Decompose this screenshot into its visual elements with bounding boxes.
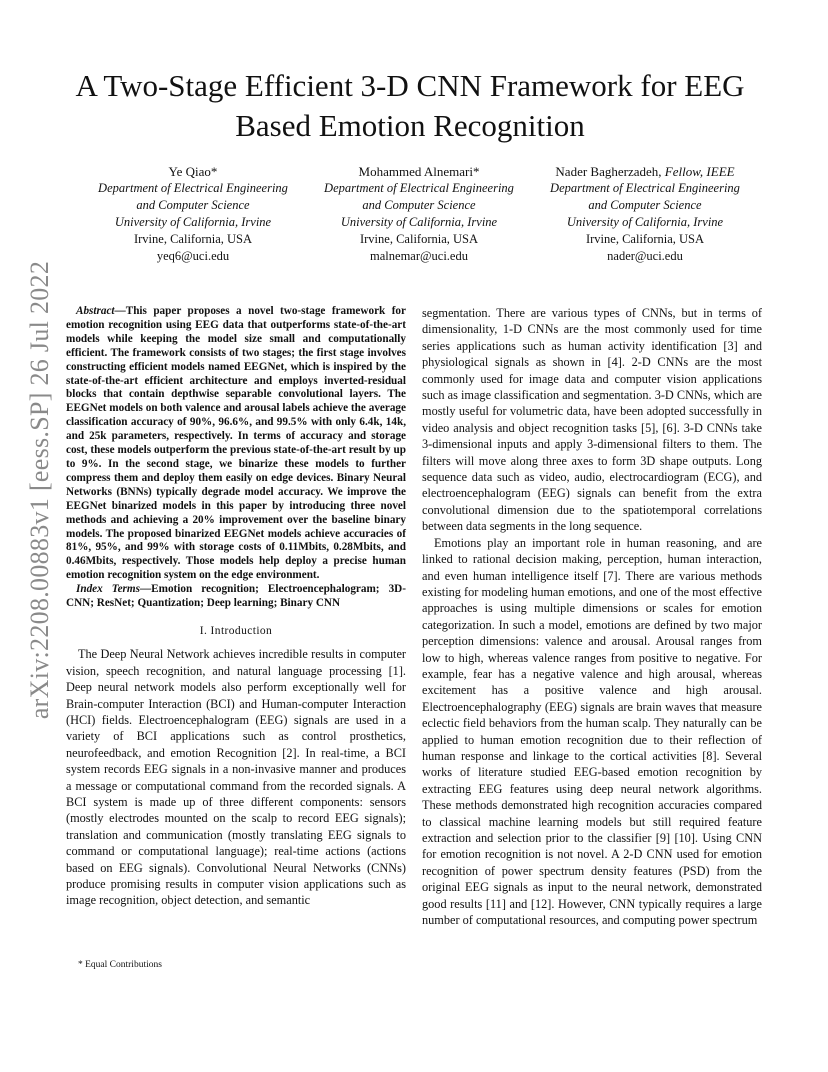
footnote: * Equal Contributions <box>78 960 162 970</box>
author-block <box>80 163 760 265</box>
author-email: malnemar@uci.edu <box>370 249 468 263</box>
author-1 <box>80 163 306 265</box>
abstract-text: This paper proposes a novel two-stage framework for emotion recognition using EEG data that outperforms state-of-the-art models while keeping the model size small and computationally efficient. The framework consists of two stages; the first stage involves constructing efficient models named EEGNet, which is inspired by the state-of-the-art efficient architecture and employs inverted-residual blocks that contain depthwise separable convolutional layers. The EEGNet models on both valence and arousal labels achieve the average classification accuracy of 90%, 96.6%, and 99.5% with only 6.4k, 14k, and 25k parameters, respectively. In terms of accuracy and storage cost, these models outperform the previous state-of-the-art result by up to 9%. In the second stage, we binarize these models to further compress them and deploy them easily on edge devices. Binary Neural Networks (BNNs) typically degrade model accuracy. We improve the EEGNet binarized models in this paper by introducing three novel methods and achieving a 20% improvement over the baseline binary models. The proposed binarized EEGNet models achieve accuracies of 81%, 95%, and 99% with storage costs of 0.11Mbits, 0.28Mbits, and 0.46Mbits, respectively. Those models help deploy a precise human emotion recognition system on the edge environment. <box>66 305 406 582</box>
author-name: Mohammed Alnemari* <box>358 164 480 179</box>
author-dept: Department of Electrical Engineering <box>324 181 514 195</box>
section-heading-introduction: I. Introduction <box>199 624 273 637</box>
abstract: Abstract—This paper proposes a novel two-stage framework for emotion recognition using EEG data that outperforms state-of-the-art models while keeping the model size small and computationally efficient. The framework consists of two stages; the first stage involves constructing efficient models named EEGNet, which is inspired by the state-of-the-art efficient architecture and employs inverted-residual blocks that contain depthwise separable convolutional layers. The EEGNet models on both valence and arousal labels achieve the average classification accuracy of 90%, 96.6%, and 99.5% with only 6.4k, 14k, and 25k parameters, respectively. In terms of accuracy and storage cost, these models outperform the previous state-of-the-art result by up to 9%. In the second stage, we binarize these models to further compress them and deploy them easily on edge devices. Binary Neural Networks (BNNs) typically degrade model accuracy. We improve the EEGNet binarized models in this paper by introducing three novel methods and achieving a 20% improvement over the baseline binary models. The proposed binarized EEGNet models achieve accuracies of 81%, 95%, and 99% with storage costs of 0.11Mbits, 0.28Mbits, and 0.46Mbits, respectively. Those models help deploy a precise human emotion recognition system on the edge environment. <box>66 305 406 582</box>
index-terms-label: Index Terms <box>76 583 140 596</box>
author-name: Ye Qiao* <box>168 164 218 179</box>
index-terms: Index Terms—Emotion recognition; Electroencephalogram; 3D-CNN; ResNet; Quantization; Deep learning; Binary CNN <box>66 583 406 610</box>
abstract-label: Abstract <box>76 305 115 317</box>
author-location: Irvine, California, USA <box>359 232 479 246</box>
left-column <box>66 305 406 909</box>
author-university: University of California, Irvine <box>340 215 498 229</box>
author-dept-2: and Computer Science <box>136 198 250 212</box>
author-university: University of California, Irvine <box>114 215 272 229</box>
intro-paragraph: The Deep Neural Network achieves incredible results in computer vision, speech recognition, and natural language processing [1]. Deep neural network models also perform exceptionally well for Brain-computer Interaction (BCI) and Human-computer Interaction (HCI) fields. Electroencephalogram (EEG) signals are used in a variety of BCI applications such as control prosthetics, neurofeedback, and emotion Recognition [2]. In real-time, a BCI system records EEG signals in a non-invasive manner and produces a message or computational command from the recorded signals. A BCI system is made up of three different components: sensors (mostly electrodes mounted on the scalp to record EEG signals); translation and communication (mostly translating EEG signals to command or computational language); real-time actions (actions based on EEG signals). Convolutional Neural Networks (CNNs) produce promising results in computer vision applications such as image recognition, object detection, and semantic <box>66 647 406 908</box>
author-name: Nader Bagherzadeh, <box>555 164 662 179</box>
paper-title: A Two-Stage Efficient 3-D CNN Framework for EEG Based Emotion Recognition <box>75 68 745 143</box>
author-location: Irvine, California, USA <box>133 232 253 246</box>
intro-paragraph-continued: segmentation. There are various types of CNNs, but in terms of dimensionality, 1-D CNNs are the most commonly used for time series applications such as human activity identification [3] and physiological signals as shown in [4]. 2-D CNNs are the most commonly used for image data and computer vision applications such as image classification and segmentation. 3-D CNNs, which are mostly useful for volumetric data, have been adopted successfully in video analysis and object recognition tasks [5], [6]. 3-D CNNs take 3-dimensional inputs and apply 3-dimensional filters to them. The filters will move along three axes to form 3D shape outputs. Long sequence data such as video, audio, electrocardiogram (ECG), and electroencephalogram (EEG) signals can benefit from the extra convolutional dimension due to the spatiotemporal correlations between data segments in the long sequence. <box>422 306 762 534</box>
right-column <box>422 305 762 928</box>
intro-paragraph-2: Emotions play an important role in human reasoning, and are linked to rational decision making, perception, human interaction, and even human intelligence itself [7]. There are various methods existing for modeling human emotions, and one of the most effective approaches is using multiple dimensions or scales for emotion categorization. In such a model, emotions are defined by two major perception dimensions: valence and arousal. Arousal ranges from low to high, whereas valence ranges from positive to negative. For example, fear has a negative valence and high arousal, whereas excitement has a positive valence and high arousal. Electroencephalography (EEG) signals are brain waves that measure eclectic field behaviors from the human scalp. They naturally can be applied to human emotion recognition due to their reflection of human response and linkage to the cortical activities [8]. Several works of literature studied EEG-based emotion recognition by extracting EEG features using deep neural network algorithms. These methods demonstrated high recognition accuracies compared to classical machine learning models but still required feature extraction and selection prior to the classifier [9] [10]. Using CNN for emotion recognition is not novel. A 2-D CNN used for emotion recognition of power spectrum density features (PSD) from the original EEG signals as input to the neural network, demonstrated good results [11] and [12]. However, CNN typically requires a large number of computational resources, and computing power spectrum <box>422 535 762 928</box>
author-dept-2: and Computer Science <box>362 198 476 212</box>
author-dept: Department of Electrical Engineering <box>550 181 740 195</box>
author-email: nader@uci.edu <box>607 249 683 263</box>
author-2 <box>306 163 532 265</box>
author-dept: Department of Electrical Engineering <box>98 181 288 195</box>
author-location: Irvine, California, USA <box>585 232 705 246</box>
author-email: yeq6@uci.edu <box>156 249 230 263</box>
index-terms-text: Emotion recognition; Electroencephalogram; 3D-CNN; ResNet; Quantization; Deep learning; Binary CNN <box>66 583 406 610</box>
arxiv-stamp: arXiv:2208.00883v1 [eess.SP] 26 Jul 2022 <box>25 260 55 720</box>
author-fellow-title: Fellow, IEEE <box>664 164 735 179</box>
author-3 <box>532 163 758 265</box>
author-dept-2: and Computer Science <box>588 198 702 212</box>
author-university: University of California, Irvine <box>566 215 724 229</box>
